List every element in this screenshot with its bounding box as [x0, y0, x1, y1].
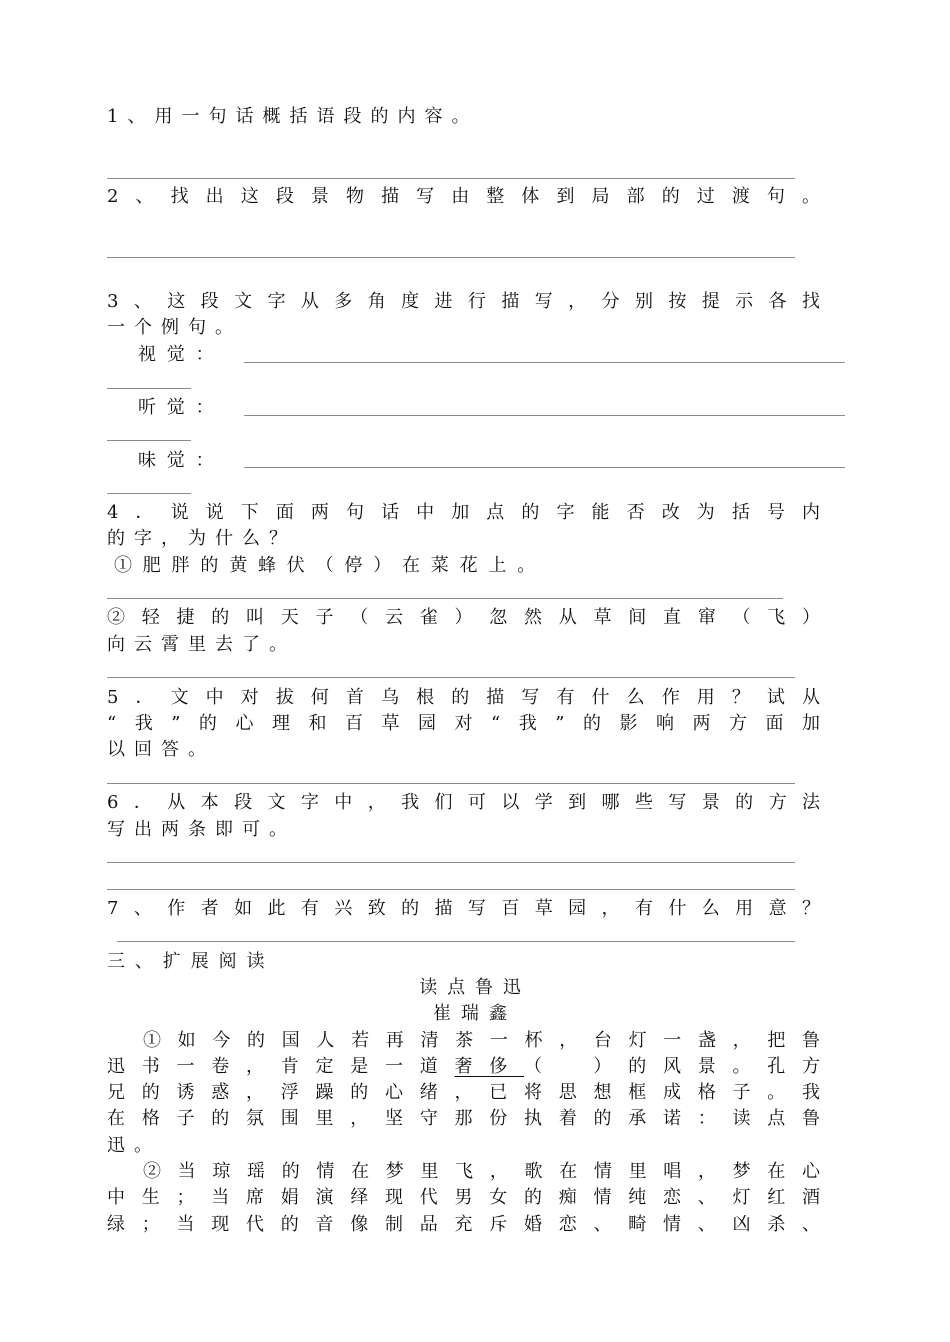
- sight-label: 视觉：: [138, 344, 225, 365]
- answer-line-q5[interactable]: [107, 783, 795, 784]
- passage-p2-line-2: 中生；当席娟演绎现代男女的痴情纯恋、灯红酒: [107, 1187, 829, 1208]
- question-4-line-1: 4．说说下面两句话中加点的字能否改为括号内: [107, 502, 829, 523]
- article-author: 崔瑞鑫: [433, 1003, 517, 1024]
- taste-label: 味觉：: [138, 450, 225, 471]
- passage-p1-line-1: ①如今的国人若再清茶一杯，台灯一盏，把鲁: [143, 1030, 829, 1051]
- answer-line-sight[interactable]: [244, 362, 845, 363]
- question-4-line-2: 的字，为什么？: [107, 528, 296, 549]
- answer-line-hearing[interactable]: [244, 415, 845, 416]
- passage-p1-line-4: 在格子的氛围里，坚守那份执着的承诺：读点鲁: [107, 1108, 829, 1129]
- section-heading: 三、扩展阅读: [107, 951, 275, 972]
- passage-p1-line-2: [107, 1054, 829, 1080]
- question-6-line-1: 6．从本段文字中，我们可以学到哪些写景的方法: [107, 792, 829, 813]
- answer-line-q4-item-2[interactable]: [107, 677, 795, 678]
- passage-text: （ ）的风景。孔方: [524, 1056, 829, 1077]
- passage-p2-line-3: 绿；当现代的音像制品充斥婚恋、畸情、凶杀、: [107, 1214, 829, 1235]
- answer-line-hearing-cont[interactable]: [107, 440, 191, 441]
- passage-text: 迅书一卷，肯定是一道: [107, 1056, 455, 1077]
- answer-line-sight-cont[interactable]: [107, 388, 191, 389]
- question-5-line-2: “我”的心理和百草园对“我”的影响两方面加: [107, 713, 829, 734]
- answer-line-q6-b[interactable]: [107, 889, 795, 890]
- question-3-line-2: 一个例句。: [107, 317, 242, 338]
- question-4-item-2-line-1: ②轻捷的叫天子（云雀）忽然从草间直窜（飞）: [107, 607, 829, 628]
- answer-line-q1[interactable]: [107, 178, 795, 179]
- answer-line-q4-item-1[interactable]: [107, 598, 783, 599]
- article-title: 读点鲁迅: [419, 977, 531, 998]
- answer-line-q6-a[interactable]: [107, 862, 795, 863]
- question-2: 2、找出这段景物描写由整体到局部的过渡句。: [107, 186, 829, 207]
- question-7: 7、作者如此有兴致的描写百草园，有什么用意？: [107, 898, 829, 919]
- passage-p1-line-5: 迅。: [107, 1135, 161, 1156]
- underlined-word: 奢侈: [454, 1056, 524, 1077]
- question-3-line-1: 3、这段文字从多角度进行描写，分别按提示各找: [107, 291, 829, 312]
- question-6-line-2: 写出两条即可。: [107, 819, 296, 840]
- hearing-label: 听觉：: [138, 397, 225, 418]
- answer-line-taste[interactable]: [244, 467, 845, 468]
- answer-line-q7[interactable]: [117, 941, 795, 942]
- question-5-line-3: 以回答。: [107, 739, 215, 760]
- answer-line-taste-cont[interactable]: [107, 493, 191, 494]
- passage-p1-line-3: 兄的诱惑，浮躁的心绪，已将思想框成格子。我: [107, 1082, 829, 1103]
- answer-line-q2[interactable]: [107, 257, 795, 258]
- question-4-item-1: ①肥胖的黄蜂伏（停）在菜花上。: [114, 555, 546, 576]
- question-4-item-2-line-2: 向云霄里去了。: [107, 634, 296, 655]
- question-5-line-1: 5．文中对拔何首乌根的描写有什么作用？试从: [107, 687, 829, 708]
- passage-p2-line-1: ②当琼瑶的情在梦里飞，歌在情里唱，梦在心: [143, 1161, 829, 1182]
- question-1: 1、用一句话概括语段的内容。: [107, 106, 479, 127]
